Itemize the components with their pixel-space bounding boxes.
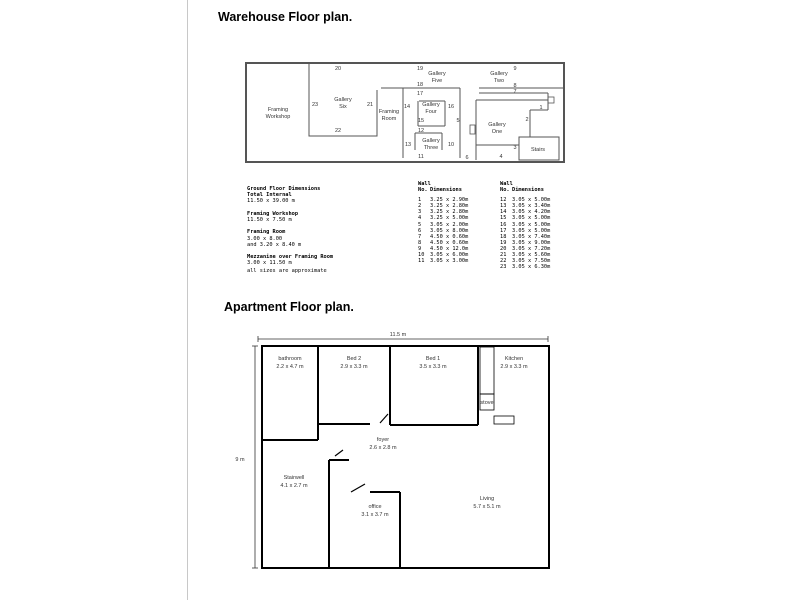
gf-mezzanine: 3.00 x 11.50 m xyxy=(247,260,292,267)
wall-dimension-cell: 3.25 x 5.00m xyxy=(430,215,469,222)
gf-framing-workshop: 11.50 x 7.50 m xyxy=(247,217,292,224)
gf-framing-room-label: Framing Room xyxy=(247,229,286,236)
wall-number-17: 17 xyxy=(416,91,424,97)
wall-number-cell: 8 xyxy=(418,239,422,246)
wall-number-cell: 17 xyxy=(500,227,507,234)
bathroom-name: bathroom xyxy=(278,356,302,362)
wall-dimension-cell: 3.05 x 7.20m xyxy=(512,245,551,252)
wall-dimension-cell: 3.05 x 6.00m xyxy=(430,252,469,259)
wall-dimension-cell: 3.05 x 6.30m xyxy=(512,264,551,271)
apartment-width-label: 11.5 m xyxy=(389,332,407,338)
framing-workshop-label-2: Workshop xyxy=(265,114,291,120)
warehouse-title: Warehouse Floor plan. xyxy=(218,10,353,24)
wall-number-cell: 19 xyxy=(500,239,507,246)
wall-number-cell: 20 xyxy=(500,245,507,252)
wall-number-cell: 3 xyxy=(418,209,422,216)
foyer-name: foyer xyxy=(376,437,390,443)
wall-number-8: 8 xyxy=(513,83,517,89)
gf-total: 11.50 x 39.00 m xyxy=(247,198,295,205)
framing-workshop-label-1: Framing xyxy=(267,107,289,113)
wall-dimension-cell: 4.50 x 0.60m xyxy=(430,239,469,246)
wall-number-cell: 5 xyxy=(418,221,422,228)
kitchen-name: Kitchen xyxy=(504,356,524,362)
wall-number-20: 20 xyxy=(334,66,342,72)
bathroom-size: 2.2 x 4.7 m xyxy=(276,364,304,370)
wall-number-cell: 10 xyxy=(418,252,425,259)
stairwell-name: Stairwell xyxy=(283,475,305,481)
wall-number-cell: 23 xyxy=(500,264,507,271)
wall-number-cell: 11 xyxy=(418,258,425,265)
gallery-four-label-1: Gallery xyxy=(422,102,440,108)
gf-mezzanine-label: Mezzanine over Framing Room xyxy=(247,254,334,261)
wall-dimension-cell: 3.05 x 3.40m xyxy=(512,203,551,210)
living-name: Living xyxy=(479,496,495,502)
bed1-name: Bed 1 xyxy=(425,356,441,362)
wall-number-3: 3 xyxy=(513,145,517,151)
wall-number-22: 22 xyxy=(334,128,342,134)
gallery-six-label-1: Gallery xyxy=(334,97,352,103)
wall-dimension-cell: 3.05 x 7.40m xyxy=(512,233,551,240)
wall-number-23: 23 xyxy=(311,102,319,108)
stove-label: stove xyxy=(480,400,494,406)
gf-heading-1: Ground Floor Dimensions xyxy=(247,186,321,192)
gallery-three-label-1: Gallery xyxy=(422,138,440,144)
kitchen-size: 2.9 x 3.3 m xyxy=(500,364,528,370)
wall-dimension-cell: 3.05 x 8.00m xyxy=(430,227,469,234)
wall-number-cell: 21 xyxy=(500,252,507,259)
wall-number-cell: 7 xyxy=(418,233,422,240)
bed1-size: 3.5 x 3.3 m xyxy=(419,364,447,370)
wall-number-5: 5 xyxy=(456,118,460,124)
wall-number-cell: 14 xyxy=(500,209,507,216)
approximate-note: all sizes are approximate xyxy=(247,268,327,274)
gallery-two-label-1: Gallery xyxy=(490,71,508,77)
wall-dimension-cell: 3.05 x 5.60m xyxy=(512,252,551,259)
wall-table-right-header-dim: Dimensions xyxy=(512,187,544,194)
wall-dimension-cell: 4.50 x 0.60m xyxy=(430,233,469,240)
stairs-label: Stairs xyxy=(530,147,546,153)
wall-table-left-header-1: Wall xyxy=(418,181,431,187)
wall-dimension-cell: 3.05 x 3.00m xyxy=(430,258,469,265)
wall-dimension-cell: 3.25 x 2.80m xyxy=(430,209,469,216)
wall-dimension-cell: 3.05 x 4.20m xyxy=(512,209,551,216)
bed2-name: Bed 2 xyxy=(346,356,362,362)
wall-dimension-cell: 3.25 x 2.80m xyxy=(430,203,469,210)
office-size: 3.1 x 3.7 m xyxy=(361,512,389,518)
wall-number-12: 12 xyxy=(417,128,425,134)
apartment-title: Apartment Floor plan. xyxy=(224,300,354,314)
wall-dimension-cell: 3.05 x 5.00m xyxy=(512,215,551,222)
wall-number-19: 19 xyxy=(416,66,424,72)
gallery-four-label-2: Four xyxy=(425,109,437,115)
stairwell-size: 4.1 x 2.7 m xyxy=(280,483,308,489)
wall-number-18: 18 xyxy=(416,82,424,88)
foyer-size: 2.6 x 2.8 m xyxy=(369,445,397,451)
wall-number-7: 7 xyxy=(513,89,517,95)
gf-framing-room-1: 3.00 x 8.00 xyxy=(247,235,283,242)
wall-number-cell: 16 xyxy=(500,221,507,228)
framing-room-label-2: Room xyxy=(381,116,397,122)
apartment-height-label: 9 m xyxy=(235,457,245,463)
wall-number-6: 6 xyxy=(465,155,469,161)
gf-heading-2: Total Internal xyxy=(247,192,292,199)
wall-number-cell: 15 xyxy=(500,215,507,222)
bed2-size: 2.9 x 3.3 m xyxy=(340,364,368,370)
wall-number-cell: 1 xyxy=(418,197,422,204)
wall-dimension-cell: 3.05 x 5.00m xyxy=(512,227,551,234)
wall-dimension-cell: 3.05 x 5.00m xyxy=(512,197,551,204)
wall-dimension-cell: 3.05 x 2.00m xyxy=(430,221,469,228)
wall-dimension-cell: 4.50 x 12.0m xyxy=(430,245,469,252)
gallery-one-label-1: Gallery xyxy=(488,122,506,128)
wall-table-left-header-dim: Dimensions xyxy=(430,187,462,194)
wall-number-1: 1 xyxy=(539,105,543,111)
wall-table-left-header-no: No. xyxy=(418,187,428,194)
wall-number-16: 16 xyxy=(447,104,455,110)
office-name: office xyxy=(368,504,382,510)
wall-number-11: 11 xyxy=(418,154,424,160)
gallery-one-label-2: One xyxy=(491,129,503,135)
framing-room-label-1: Framing xyxy=(378,109,400,115)
gf-framing-workshop-label: Framing Workshop xyxy=(247,210,299,217)
wall-number-21: 21 xyxy=(366,102,374,108)
wall-dimension-cell: 3.05 x 5.00m xyxy=(512,221,551,228)
wall-number-15: 15 xyxy=(417,118,425,124)
gallery-five-label-2: Five xyxy=(431,78,443,84)
wall-number-cell: 13 xyxy=(500,203,507,210)
wall-dimension-cell: 3.05 x 9.00m xyxy=(512,239,551,246)
wall-number-9: 9 xyxy=(513,66,517,72)
gallery-two-label-2: Two xyxy=(493,78,505,84)
wall-number-cell: 9 xyxy=(418,245,422,252)
gallery-three-label-2: Three xyxy=(423,145,439,151)
wall-table-right-header-no: No. xyxy=(500,187,510,194)
gf-framing-room-2: and 3.20 x 8.40 m xyxy=(247,241,302,248)
wall-number-cell: 22 xyxy=(500,258,507,265)
wall-number-cell: 6 xyxy=(418,227,422,234)
wall-table-right-header-1: Wall xyxy=(500,181,513,187)
wall-number-14: 14 xyxy=(403,104,411,110)
living-size: 5.7 x 5.1 m xyxy=(473,504,501,510)
wall-number-10: 10 xyxy=(447,142,455,148)
wall-number-cell: 2 xyxy=(418,203,422,210)
gallery-six-label-2: Six xyxy=(339,104,347,110)
wall-dimension-cell: 3.25 x 2.90m xyxy=(430,197,469,204)
wall-number-2: 2 xyxy=(525,117,529,123)
wall-number-cell: 4 xyxy=(418,215,422,222)
wall-number-cell: 12 xyxy=(500,197,507,204)
wall-dimension-cell: 3.05 x 7.50m xyxy=(512,258,551,265)
gallery-five-label-1: Gallery xyxy=(428,71,446,77)
wall-number-4: 4 xyxy=(499,154,503,160)
wall-number-13: 13 xyxy=(404,142,412,148)
wall-number-cell: 18 xyxy=(500,233,507,240)
